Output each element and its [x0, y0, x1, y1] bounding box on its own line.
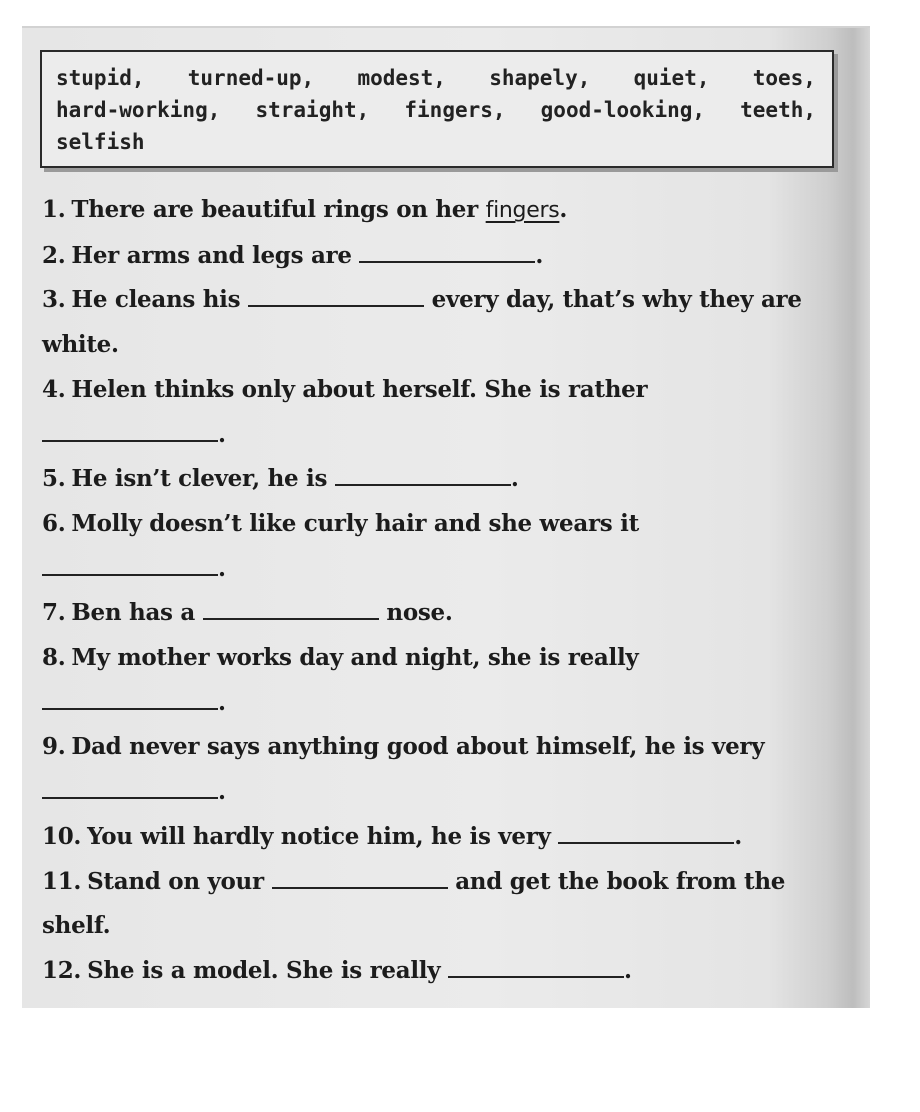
- item-text-after: .: [218, 554, 226, 582]
- exercise-item-2: [42, 234, 822, 279]
- item-text-after: .: [218, 420, 226, 448]
- exercise-item-3: [42, 278, 822, 367]
- exercise-item-10: [42, 815, 822, 860]
- word-bank-word: toes,: [752, 66, 816, 90]
- exercise-item-12: [42, 949, 822, 994]
- item-number: 3.: [42, 286, 66, 314]
- word-bank-word: selfish: [56, 130, 145, 154]
- item-number: 5.: [42, 465, 66, 493]
- exercise-item-7: [42, 591, 822, 636]
- item-number: 7.: [42, 599, 66, 627]
- exercise-item-6: [42, 502, 822, 591]
- word-bank-word: shapely,: [489, 66, 591, 90]
- exercise-item-11: [42, 860, 822, 949]
- item-text-before: He isn’t clever, he is: [71, 465, 335, 493]
- item-number: 8.: [42, 644, 66, 672]
- item-text-after: .: [510, 465, 519, 493]
- answer-blank[interactable]: [248, 285, 424, 307]
- item-number: 9.: [42, 733, 66, 761]
- item-text-before: She is a model. She is really: [87, 956, 449, 984]
- item-text-after: .: [624, 956, 632, 984]
- word-bank-word: fingers,: [404, 98, 506, 122]
- exercise-item-9: [42, 725, 822, 814]
- answer-blank[interactable]: [448, 956, 624, 978]
- answer-blank[interactable]: [558, 822, 734, 844]
- item-text-after: every day, that’s why they are white.: [42, 286, 802, 359]
- item-text-before: My mother works day and night, she is really: [71, 644, 639, 672]
- item-text-after: and get the book from the shelf.: [42, 867, 786, 940]
- item-text-before: Her arms and legs are: [71, 241, 360, 269]
- answer-blank[interactable]: [335, 464, 511, 486]
- item-text-after: .: [218, 688, 226, 716]
- item-text-after: .: [559, 196, 568, 223]
- word-bank-word: modest,: [357, 66, 446, 90]
- exercise-list: [42, 188, 822, 994]
- exercise-item-8: [42, 636, 822, 725]
- item-text-after: nose.: [378, 599, 453, 627]
- item-number: 6.: [42, 509, 66, 537]
- word-bank-word: hard-working,: [56, 98, 221, 122]
- exercise-item-4: [42, 368, 822, 457]
- answer-blank[interactable]: [203, 598, 379, 620]
- answer-blank[interactable]: [42, 777, 218, 799]
- word-bank-word: quiet,: [633, 66, 710, 90]
- answer-blank[interactable]: [272, 867, 448, 889]
- word-bank-word: stupid,: [56, 66, 145, 90]
- item-text-before: Stand on your: [87, 867, 272, 895]
- item-text-before: Molly doesn’t like curly hair and she wears it: [71, 509, 639, 537]
- item-text-after: .: [734, 822, 743, 850]
- item-number: 12.: [42, 956, 82, 984]
- item-text-before: He cleans his: [71, 286, 248, 314]
- item-text-before: Helen thinks only about herself. She is rather: [71, 375, 648, 403]
- answer-blank[interactable]: [42, 688, 218, 710]
- word-bank-word: straight,: [255, 98, 370, 122]
- item-text-after: .: [218, 778, 226, 806]
- answer-blank[interactable]: [42, 420, 218, 442]
- answer-blank[interactable]: [359, 241, 535, 263]
- filled-answer: fingers: [485, 198, 560, 223]
- item-text-after: .: [535, 241, 544, 269]
- item-number: 10.: [42, 822, 82, 850]
- word-bank-word: teeth,: [740, 98, 816, 122]
- word-bank: [40, 50, 834, 168]
- item-text-before: Dad never says anything good about himself, he is very: [71, 733, 765, 761]
- item-text-before: There are beautiful rings on her: [71, 196, 486, 223]
- worksheet-page: [22, 26, 870, 1008]
- word-bank-word: turned-up,: [187, 66, 315, 90]
- exercise-item-5: [42, 457, 822, 502]
- item-number: 11.: [42, 867, 82, 895]
- item-number: 1.: [42, 196, 66, 223]
- item-number: 4.: [42, 375, 66, 403]
- exercise-item-1: [42, 188, 822, 234]
- item-number: 2.: [42, 241, 66, 269]
- item-text-before: You will hardly notice him, he is very: [87, 822, 559, 850]
- item-text-before: Ben has a: [71, 599, 203, 627]
- answer-blank[interactable]: [42, 554, 218, 576]
- word-bank-word: good-looking,: [540, 98, 706, 122]
